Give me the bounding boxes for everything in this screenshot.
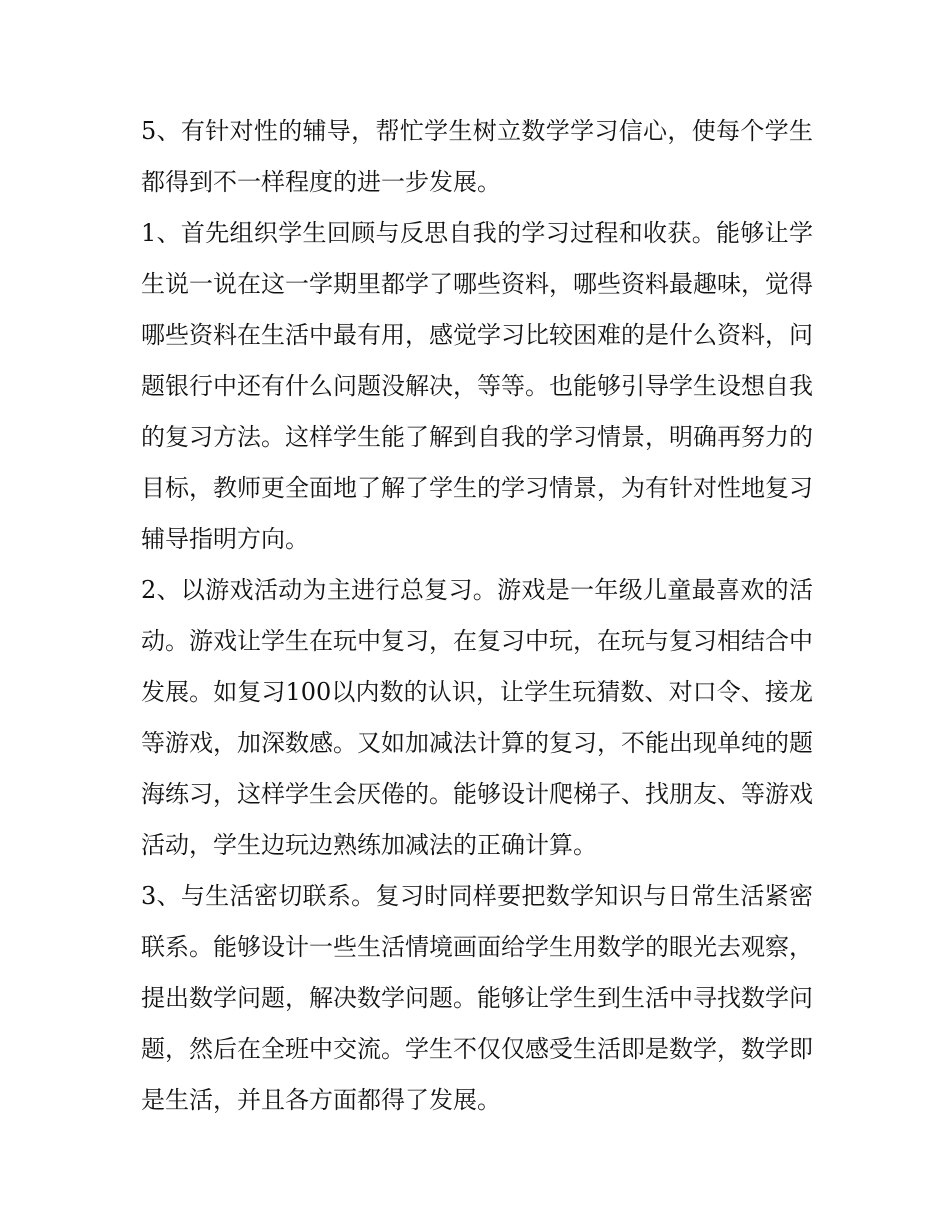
paragraph-3-life-connection: 3、与生活密切联系。复习时同样要把数学知识与日常生活紧密联系。能够设计一些生活情境画面给学生用数学的眼光去观察，提出数学问题，解决数学问题。能够让学生到生活中寻找数学问题，然后在全班中交流。学生不仅仅感受生活即是数学，数学即是生活，并且各方面都得了发展。	[141, 882, 813, 1114]
document-body	[141, 106, 813, 1126]
paragraph-5-targeted-tutoring: 5、有针对性的辅导，帮忙学生树立数学学习信心，使每个学生都得到不一样程度的进一步发展。	[141, 117, 813, 196]
paragraph-1-review-reflection: 1、首先组织学生回顾与反思自我的学习过程和收获。能够让学生说一说在这一学期里都学了哪些资料，哪些资料最趣味，觉得哪些资料在生活中最有用，感觉学习比较困难的是什么资料，问题银行中还有什么问题没解决，等等。也能够引导学生设想自我的复习方法。这样学生能了解到自我的学习情景，明确再努力的目标，教师更全面地了解了学生的学习情景，为有针对性地复习辅导指明方向。	[141, 219, 813, 553]
paragraph-2-game-activities: 2、以游戏活动为主进行总复习。游戏是一年级儿童最喜欢的活动。游戏让学生在玩中复习，在复习中玩，在玩与复习相结合中发展。如复习100以内数的认识，让学生玩猜数、对口令、接龙等游戏，加深数感。又如加减法计算的复习，不能出现单纯的题海练习，这样学生会厌倦的。能够设计爬梯子、找朋友、等游戏活动，学生边玩边熟练加减法的正确计算。	[141, 576, 813, 859]
